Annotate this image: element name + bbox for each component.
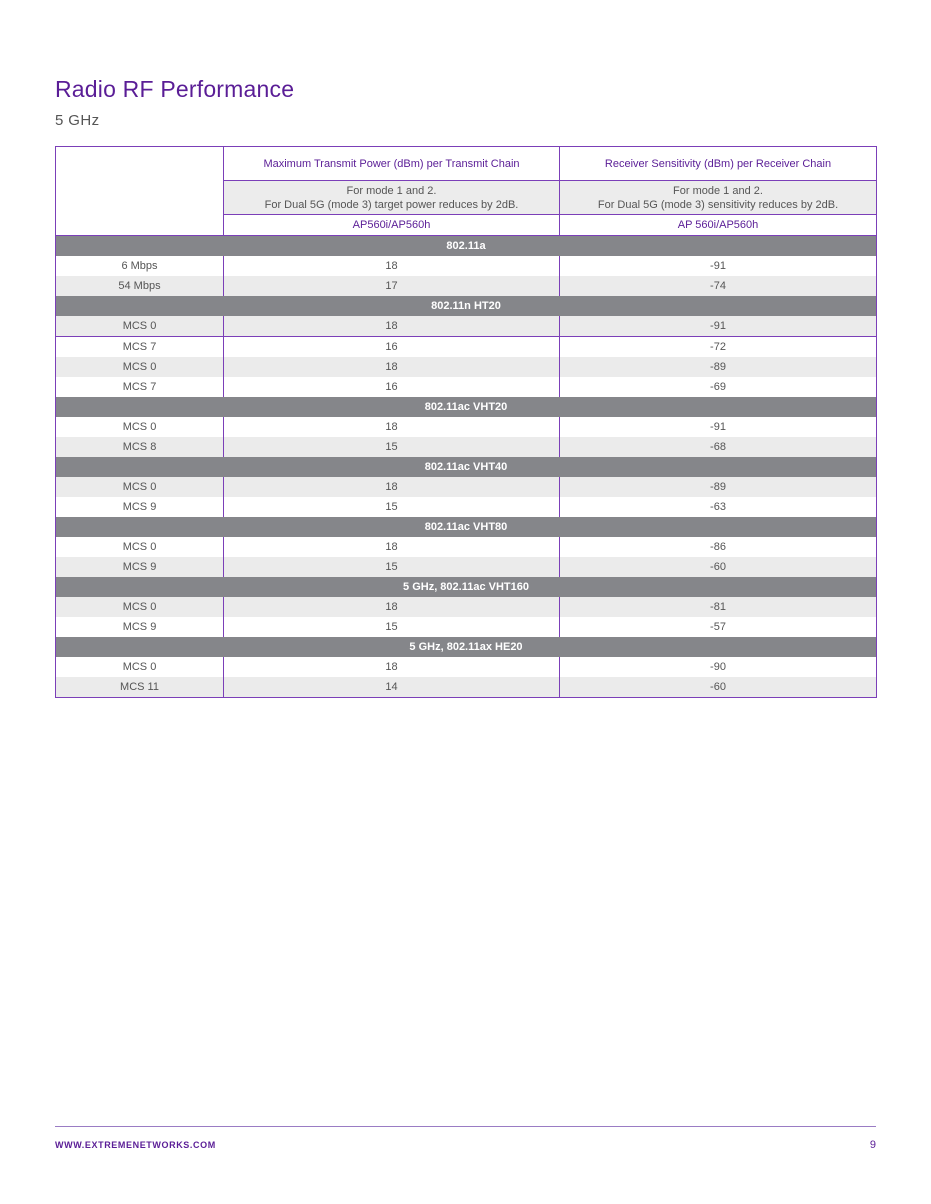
section-title: 802.11n HT20: [56, 296, 877, 316]
transmit-power-cell: 17: [224, 276, 560, 296]
rf-performance-table: [55, 146, 877, 698]
table-row: [56, 316, 877, 337]
transmit-power-cell: 15: [224, 437, 560, 457]
data-rate-cell: MCS 7: [56, 337, 224, 358]
table-row: [56, 357, 877, 377]
section-title: 802.11ac VHT40: [56, 457, 877, 477]
receiver-sensitivity-cell: -69: [560, 377, 877, 397]
section-title: 5 GHz, 802.11ax HE20: [56, 637, 877, 657]
data-rate-cell: MCS 9: [56, 557, 224, 577]
transmit-power-cell: 18: [224, 657, 560, 677]
transmit-power-cell: 15: [224, 557, 560, 577]
transmit-power-cell: 18: [224, 597, 560, 617]
column-model-receive: AP 560i/AP560h: [560, 215, 877, 236]
data-rate-cell: MCS 0: [56, 597, 224, 617]
section-header-row: [56, 517, 877, 537]
data-rate-cell: MCS 11: [56, 677, 224, 698]
data-rate-cell: MCS 9: [56, 617, 224, 637]
receiver-sensitivity-cell: -90: [560, 657, 877, 677]
column-model-transmit: AP560i/AP560h: [224, 215, 560, 236]
receiver-sensitivity-cell: -60: [560, 677, 877, 698]
section-title: 802.11a: [56, 236, 877, 257]
transmit-power-cell: 18: [224, 477, 560, 497]
receiver-sensitivity-cell: -74: [560, 276, 877, 296]
section-header-row: [56, 577, 877, 597]
table-row: [56, 677, 877, 698]
table-row: [56, 597, 877, 617]
page-number: 9: [869, 1139, 876, 1151]
receiver-sensitivity-cell: -60: [560, 557, 877, 577]
table-row: [56, 657, 877, 677]
table-row: [56, 537, 877, 557]
column-title-receiver-sensitivity: Receiver Sensitivity (dBm) per Receiver Chain: [560, 147, 877, 181]
receiver-sensitivity-cell: -86: [560, 537, 877, 557]
transmit-power-cell: 18: [224, 256, 560, 276]
table-row: [56, 437, 877, 457]
transmit-power-cell: 16: [224, 377, 560, 397]
transmit-power-cell: 18: [224, 537, 560, 557]
receiver-sensitivity-cell: -89: [560, 357, 877, 377]
section-title: 5 GHz, 802.11ac VHT160: [56, 577, 877, 597]
section-title: 802.11ac VHT20: [56, 397, 877, 417]
column-note-transmit-power: [224, 181, 560, 215]
column-title-transmit-power: Maximum Transmit Power (dBm) per Transmit Chain: [224, 147, 560, 181]
data-rate-cell: MCS 8: [56, 437, 224, 457]
column-note-receiver-sensitivity: [560, 181, 877, 215]
section-header-row: [56, 236, 877, 257]
transmit-power-cell: 18: [224, 417, 560, 437]
receiver-sensitivity-cell: -91: [560, 316, 877, 337]
receiver-sensitivity-cell: -89: [560, 477, 877, 497]
receiver-sensitivity-cell: -63: [560, 497, 877, 517]
data-rate-cell: MCS 0: [56, 657, 224, 677]
receiver-sensitivity-cell: -72: [560, 337, 877, 358]
transmit-power-cell: 14: [224, 677, 560, 698]
table-row: [56, 256, 877, 276]
header-empty-cell: [56, 147, 224, 236]
receiver-sensitivity-cell: -91: [560, 417, 877, 437]
data-rate-cell: MCS 0: [56, 477, 224, 497]
receiver-sensitivity-cell: -68: [560, 437, 877, 457]
table-row: [56, 276, 877, 296]
transmit-power-cell: 15: [224, 497, 560, 517]
section-header-row: [56, 296, 877, 316]
transmit-power-cell: 18: [224, 316, 560, 337]
table-row: [56, 377, 877, 397]
table-row: [56, 417, 877, 437]
data-rate-cell: MCS 0: [56, 357, 224, 377]
table-row: [56, 337, 877, 358]
table-row: [56, 557, 877, 577]
receiver-sensitivity-cell: -57: [560, 617, 877, 637]
footer-url: WWW.EXTREMENETWORKS.COM: [55, 1140, 216, 1150]
table-row: [56, 497, 877, 517]
section-title: 802.11ac VHT80: [56, 517, 877, 537]
data-rate-cell: MCS 9: [56, 497, 224, 517]
data-rate-cell: MCS 0: [56, 417, 224, 437]
table-row: [56, 477, 877, 497]
note-line: For mode 1 and 2.: [673, 184, 763, 197]
table-row: [56, 617, 877, 637]
receiver-sensitivity-cell: -91: [560, 256, 877, 276]
data-rate-cell: MCS 7: [56, 377, 224, 397]
header-row-titles: [56, 147, 877, 181]
section-header-row: [56, 637, 877, 657]
note-line: For mode 1 and 2.: [346, 184, 437, 197]
note-line: For Dual 5G (mode 3) sensitivity reduces by 2dB.: [597, 198, 839, 211]
transmit-power-cell: 16: [224, 337, 560, 358]
section-header-row: [56, 457, 877, 477]
note-line: For Dual 5G (mode 3) target power reduces by 2dB.: [264, 198, 519, 211]
transmit-power-cell: 15: [224, 617, 560, 637]
data-rate-cell: MCS 0: [56, 537, 224, 557]
data-rate-cell: 54 Mbps: [56, 276, 224, 296]
page-title: Radio RF Performance: [55, 76, 295, 102]
footer-divider: [55, 1126, 876, 1127]
data-rate-cell: MCS 0: [56, 316, 224, 337]
page-subtitle: 5 GHz: [55, 112, 100, 129]
transmit-power-cell: 18: [224, 357, 560, 377]
receiver-sensitivity-cell: -81: [560, 597, 877, 617]
data-rate-cell: 6 Mbps: [56, 256, 224, 276]
section-header-row: [56, 397, 877, 417]
